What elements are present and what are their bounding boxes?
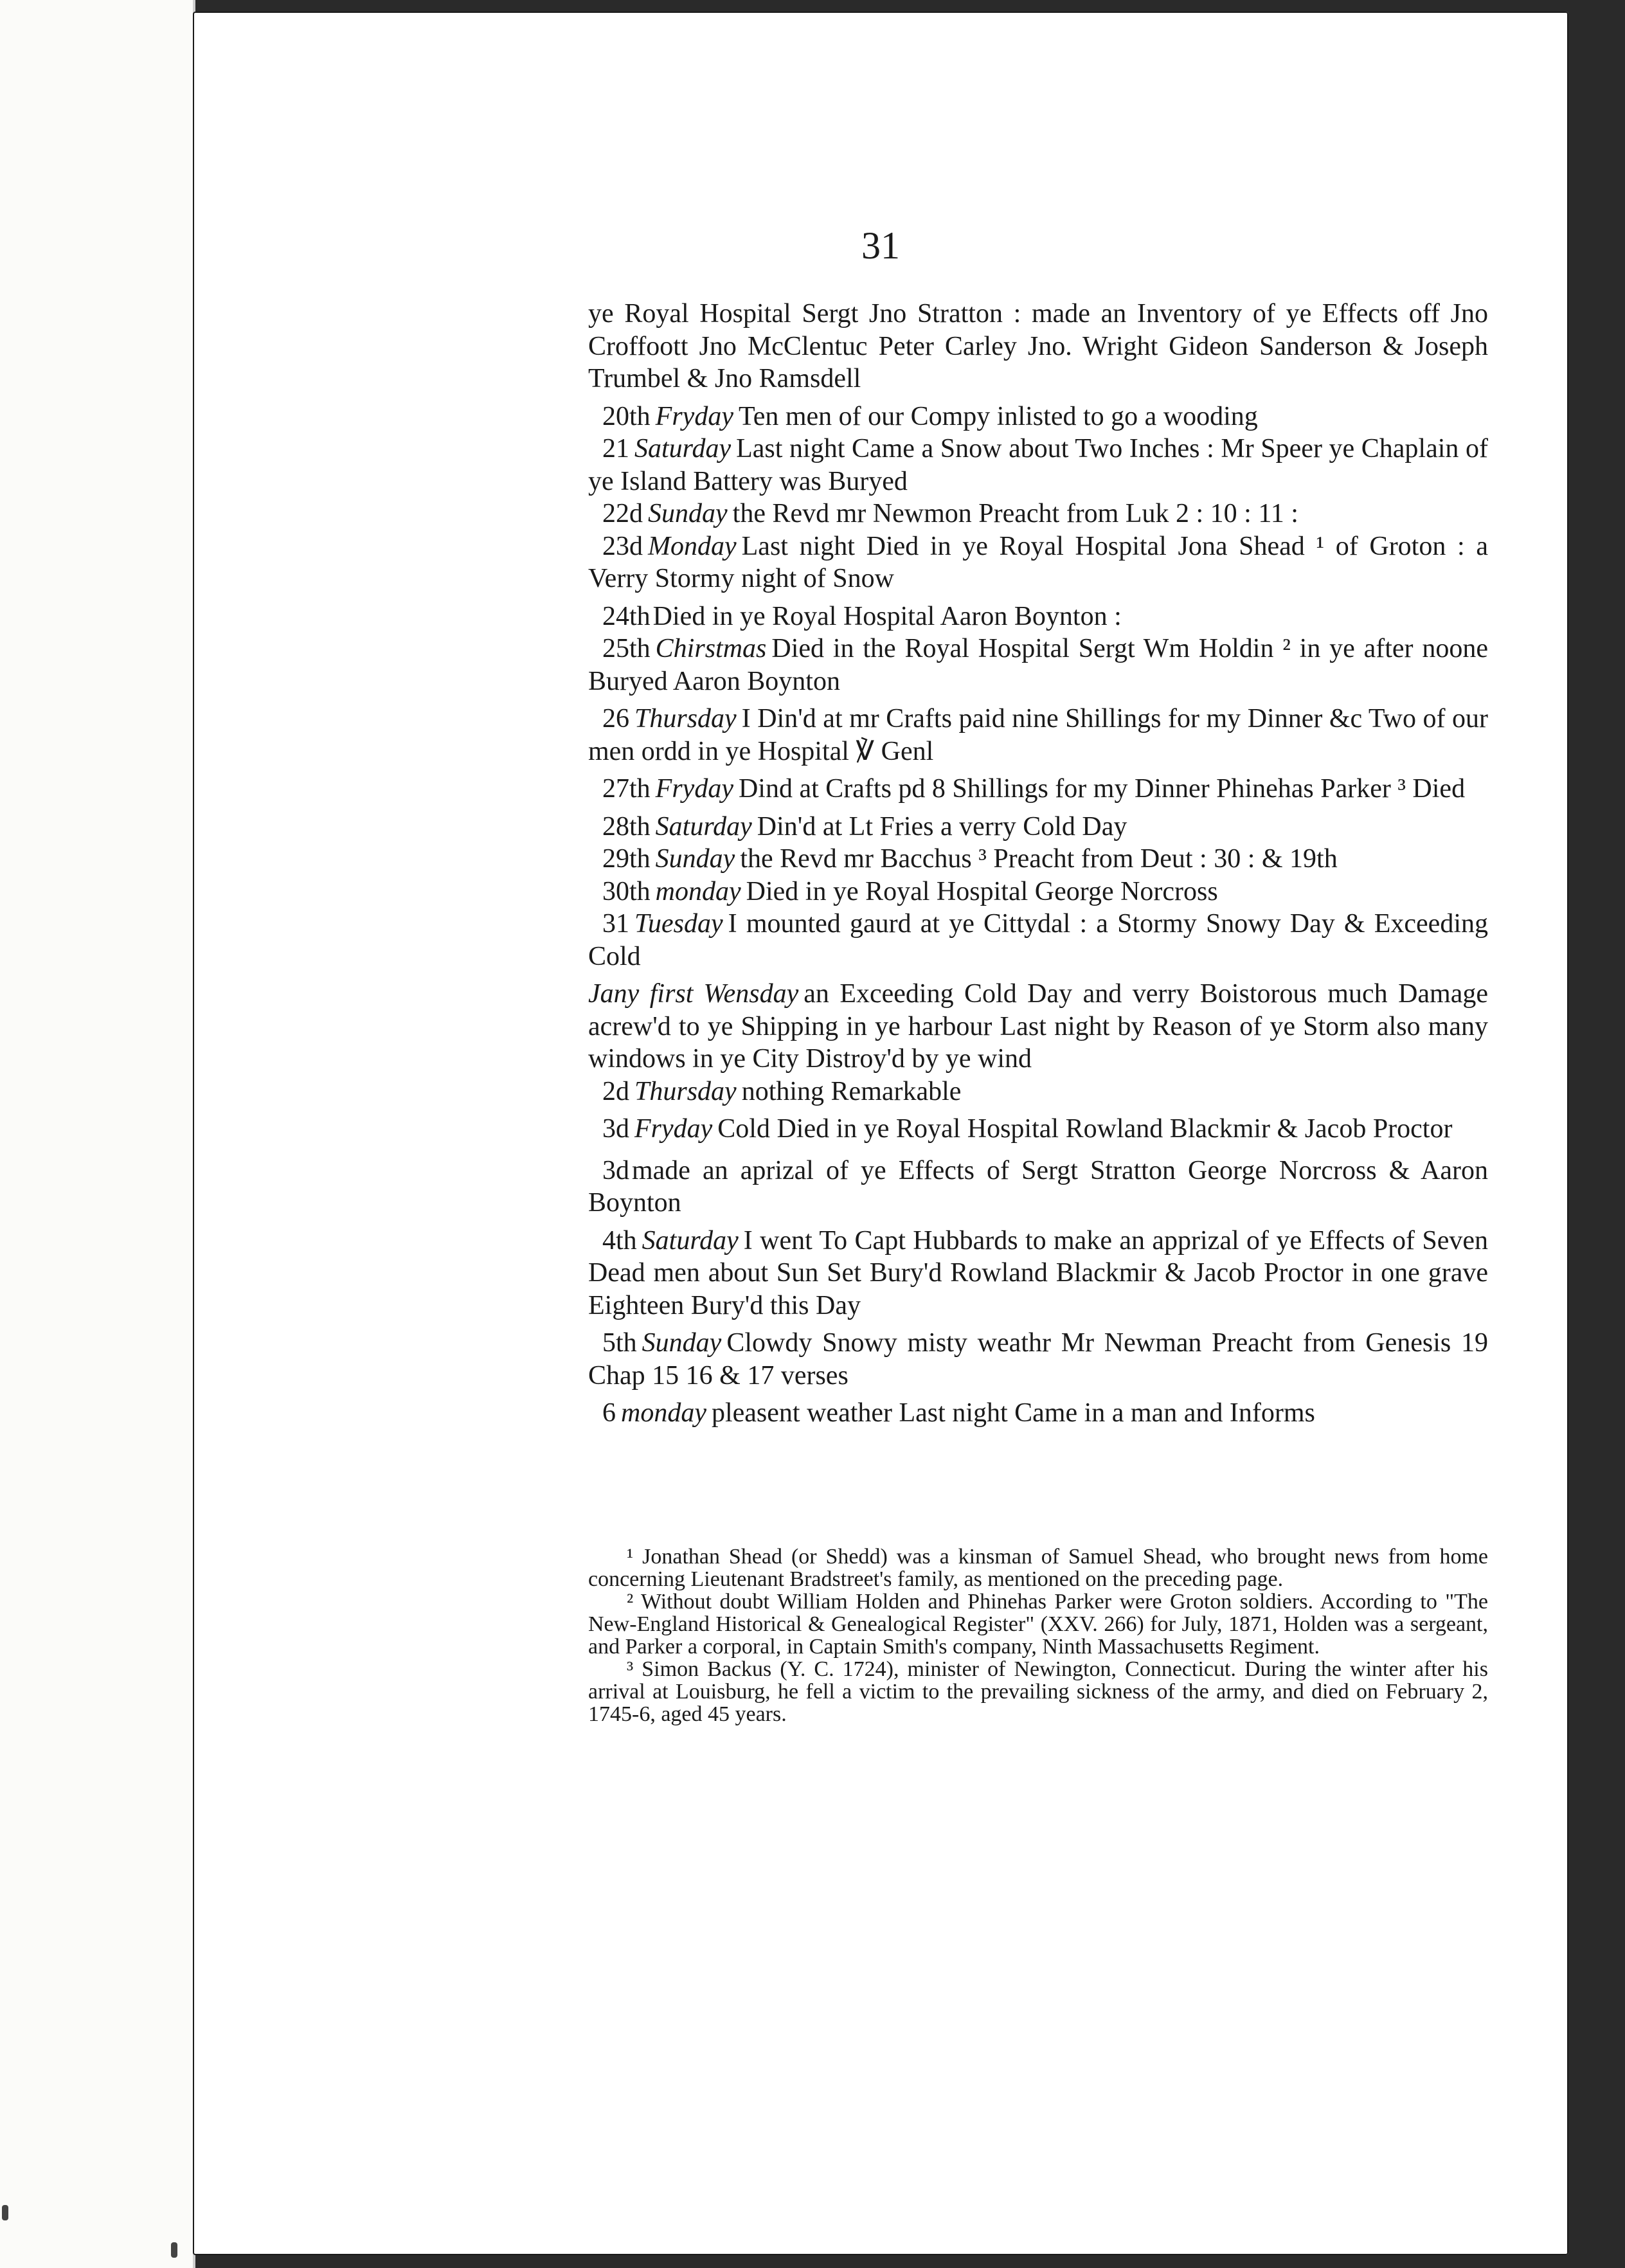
entry-weekday: Thursday [634, 704, 737, 734]
entry-text: ye Royal Hospital Sergt Jno Stratton : made an Inventory of ye Effects off Jno Croffoott Jno McClentuc Peter Carley Jno. Wright Gideon Sanderson & Joseph Trumbel & Jno Ramsdell [588, 299, 1488, 393]
entry-weekday: Monday [648, 531, 737, 561]
entry-date: 23d [602, 531, 643, 561]
scan-artifact [171, 2242, 177, 2258]
entry-weekday: Saturday [642, 1225, 739, 1256]
entry-weekday: Saturday [634, 434, 732, 464]
document-page [193, 12, 1568, 2255]
footnotes [588, 1545, 1488, 1725]
diary-text [588, 298, 1488, 1430]
entry-text: Ten men of our Compy inlisted to go a wooding [738, 401, 1258, 431]
diary-entry [588, 1327, 1488, 1392]
entry-weekday: monday [655, 876, 741, 906]
entry-text: Died in the Royal Hospital Sergt Wm Holdin ² in ye after noone Buryed Aaron Boynton [588, 634, 1488, 696]
entry-text: the Revd mr Newmon Preacht from Luk 2 : 10 : 11 : [732, 499, 1298, 528]
diary-entry [588, 1225, 1488, 1322]
diary-entry [588, 1397, 1488, 1430]
entry-date: 26 [602, 704, 629, 734]
entry-date: 29th [602, 844, 651, 874]
entry-weekday: Fryday [655, 774, 733, 804]
entry-date: 3d [602, 1155, 629, 1185]
footnote: ¹ Jonathan Shead (or Shedd) was a kinsman of Samuel Shead, who brought news from home concerning Lieutenant Bradstreet's family, as mentioned on the preceding page. [588, 1545, 1488, 1591]
scan-artifact [2, 2205, 8, 2220]
diary-entry [588, 703, 1488, 768]
entry-date: 28th [602, 811, 651, 842]
entry-date: 25th [602, 634, 651, 663]
entry-text: the Revd mr Bacchus ³ Preacht from Deut : 30 : & 19th [740, 844, 1338, 874]
diary-entry [588, 876, 1488, 908]
entry-text: Died in ye Royal Hospital George Norcross [746, 876, 1218, 906]
entry-date: 20th [602, 401, 651, 431]
entry-date: 24th [602, 601, 651, 631]
entry-text: made an aprizal of ye Effects of Sergt Stratton George Norcross & Aaron Boynton [588, 1155, 1488, 1218]
diary-entry [588, 1113, 1488, 1146]
entry-date: 6 [602, 1398, 616, 1428]
diary-entry [588, 633, 1488, 698]
entry-date: 4th [602, 1225, 637, 1256]
entry-weekday: Sunday [648, 499, 728, 528]
entry-date: 22d [602, 499, 643, 528]
diary-entry [588, 1076, 1488, 1108]
entry-weekday: Sunday [642, 1328, 722, 1358]
entry-text: Last night Came a Snow about Two Inches : Mr Speer ye Chaplain of ye Island Battery was Buryed [588, 434, 1488, 496]
diary-entry [588, 433, 1488, 498]
entry-date: 30th [602, 876, 651, 906]
entry-date: 3d [602, 1114, 629, 1144]
page-number: 31 [861, 224, 900, 267]
diary-entry [588, 843, 1488, 876]
facing-page-edge [0, 0, 195, 2268]
entry-date: 21 [602, 434, 629, 464]
diary-entry [588, 811, 1488, 843]
entry-weekday: Fryday [634, 1114, 713, 1144]
diary-entry [588, 978, 1488, 1076]
diary-entry [588, 401, 1488, 433]
diary-entry [588, 1155, 1488, 1220]
diary-entry [588, 530, 1488, 595]
entry-text: I mounted gaurd at ye Cittydal : a Stormy Snowy Day & Exceeding Cold [588, 909, 1488, 971]
diary-entry [588, 773, 1488, 806]
entry-weekday: Sunday [655, 844, 735, 874]
footnote: ² Without doubt William Holden and Phinehas Parker were Groton soldiers. According to "The New-England Historical & Genealogical Register" (XXV. 266) for July, 1871, Holden was a sergeant, and Parker a corporal, in Captain Smith's company, Ninth Massachusetts Regiment. [588, 1590, 1488, 1659]
entry-text: I Din'd at mr Crafts paid nine Shillings for my Dinner &c Two of our men ordd in ye Hospital ℣ Genl [588, 704, 1488, 766]
entry-date: 2d [602, 1076, 629, 1106]
diary-entry [588, 600, 1488, 633]
diary-entry [588, 298, 1488, 395]
entry-weekday: Tuesday [634, 909, 723, 939]
entry-text: nothing Remarkable [741, 1076, 962, 1106]
entry-text: Clowdy Snowy misty weathr Mr Newman Preacht from Genesis 19 Chap 15 16 & 17 verses [588, 1328, 1488, 1390]
entry-weekday: Chirstmas [655, 634, 767, 663]
entry-text: pleasent weather Last night Came in a man and Informs [711, 1398, 1315, 1428]
entry-text: Last night Died in ye Royal Hospital Jona Shead ¹ of Groton : a Verry Stormy night of Snow [588, 531, 1488, 593]
entry-weekday: monday [621, 1398, 706, 1428]
entry-text: Dind at Crafts pd 8 Shillings for my Dinner Phinehas Parker ³ Died [738, 774, 1466, 804]
entry-date: Jany first [588, 979, 694, 1009]
diary-entry [588, 908, 1488, 973]
entry-text: Died in ye Royal Hospital Aaron Boynton : [652, 601, 1122, 631]
entry-text: an Exceeding Cold Day and verry Boistorous much Damage acrew'd to ye Shipping in ye harbour Last night by Reason of ye Storm also many windows in ye City Distroy'd by ye wind [588, 979, 1488, 1074]
entry-date: 5th [602, 1328, 637, 1358]
entry-text: I went To Capt Hubbards to make an apprizal of ye Effects of Seven Dead men about Sun Set Bury'd Rowland Blackmir & Jacob Proctor in one grave Eighteen Bury'd this Day [588, 1225, 1488, 1320]
entry-date: 27th [602, 774, 651, 804]
entry-weekday: Saturday [655, 811, 752, 842]
entry-text: Din'd at Lt Fries a verry Cold Day [757, 811, 1127, 842]
entry-date: 31 [602, 909, 629, 939]
entry-weekday: Thursday [634, 1076, 737, 1106]
entry-weekday: Wensday [703, 979, 799, 1009]
entry-weekday: Fryday [655, 401, 733, 431]
footnote: ³ Simon Backus (Y. C. 1724), minister of Newington, Connecticut. During the winter after his arrival at Louisburg, he fell a victim to the prevailing sickness of the army, and died on February 2, 1745-6, aged 45 years. [588, 1657, 1488, 1726]
entry-text: Cold Died in ye Royal Hospital Rowland Blackmir & Jacob Proctor [717, 1114, 1453, 1144]
diary-entry [588, 498, 1488, 530]
